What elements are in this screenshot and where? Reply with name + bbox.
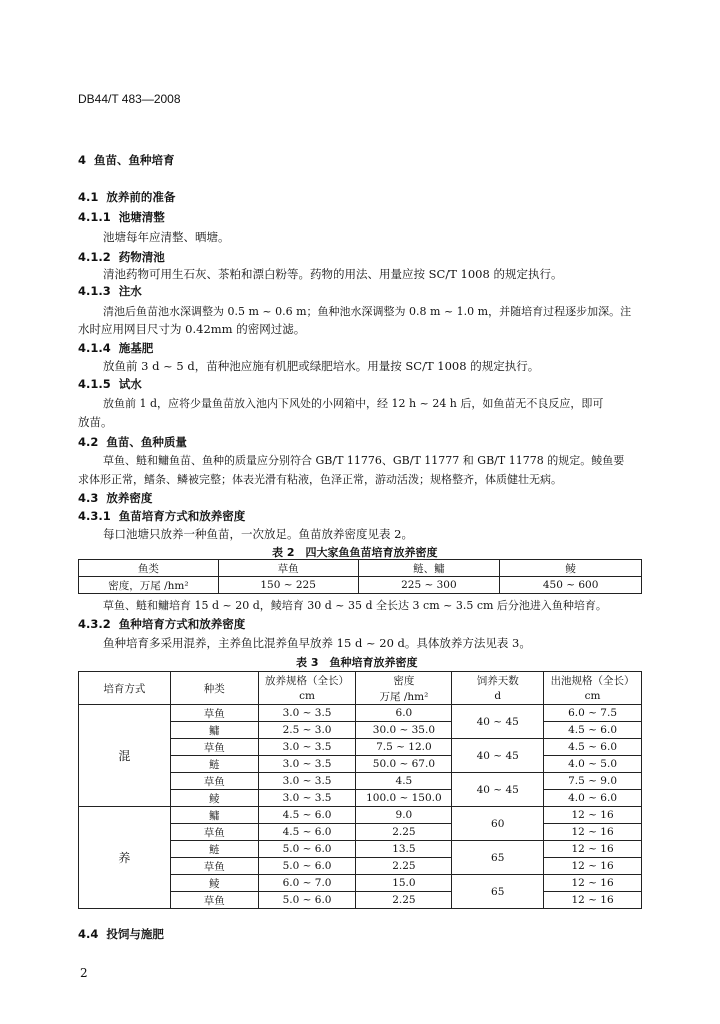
table-3-caption: 表 3 鱼种培育放养密度 [296,656,418,669]
section-number: 4.3.1 [78,509,111,523]
section-number: 4.1.1 [78,210,111,224]
table-2-caption: 表 2 四大家鱼鱼苗培育放养密度 [272,546,438,559]
density-cell: 13.5 [356,841,452,858]
section-title: 鱼苗、鱼种培育 [94,153,175,167]
section-4-1-heading [78,189,175,205]
table-row [79,577,642,594]
table-cell: 鲮 [500,560,642,577]
out-cell: 12 ~ 16 [544,875,642,892]
days-cell: 40 ~ 45 [452,773,544,807]
section-title: 施基肥 [118,341,154,355]
species-cell: 草鱼 [170,705,258,722]
section-title: 试水 [118,377,142,391]
paragraph: 清池药物可用生石灰、茶粕和漂白粉等。药物的用法、用量应按 SC/T 1008 的规定执行。 [103,267,563,281]
spec-cell: 4.5 ~ 6.0 [258,807,356,824]
spec-cell: 5.0 ~ 6.0 [258,892,356,909]
spec-cell: 3.0 ~ 3.5 [258,705,356,722]
section-number: 4.3 [78,491,99,505]
table-cell: 225 ~ 300 [358,577,500,594]
density-cell: 15.0 [356,875,452,892]
spec-cell: 6.0 ~ 7.0 [258,875,356,892]
section-title: 鱼苗、鱼种质量 [106,435,187,449]
header-spec-unit: cm [258,688,356,705]
section-title: 鱼种培育方式和放养密度 [118,617,246,631]
days-cell: 40 ~ 45 [452,739,544,773]
density-cell: 4.5 [356,773,452,790]
header-density-unit: 万尾 /hm² [356,688,452,705]
section-title: 池塘清整 [118,210,165,224]
spec-cell: 2.5 ~ 3.0 [258,722,356,739]
density-cell: 50.0 ~ 67.0 [356,756,452,773]
section-4-1-4-heading [78,340,153,356]
section-number: 4.1.2 [78,250,111,264]
header-out-unit: cm [544,688,642,705]
out-cell: 4.0 ~ 5.0 [544,756,642,773]
out-cell: 4.0 ~ 6.0 [544,790,642,807]
paragraph: 清池后鱼苗池水深调整为 0.5 m ~ 0.6 m；鱼种池水深调整为 0.8 m ~ 1.0 m，并随培育过程逐步加深。注 [103,305,632,318]
table-cell: 草鱼 [218,560,358,577]
species-cell: 草鱼 [170,892,258,909]
out-cell: 12 ~ 16 [544,841,642,858]
paragraph: 池塘每年应清整、晒塘。 [103,230,230,244]
paragraph-continuation: 水时应用网目尺寸为 0.42mm 的密网过滤。 [78,322,306,336]
paragraph: 草鱼、鲢和鳙鱼苗、鱼种的质量应分别符合 GB/T 11776、GB/T 11777 和 GB/T 11778 的规定。鲮鱼要 [103,454,625,467]
header-out: 出池规格（全长） [544,672,642,689]
density-cell: 30.0 ~ 35.0 [356,722,452,739]
days-cell: 65 [452,841,544,875]
species-cell: 鲢 [170,756,258,773]
section-title: 放养密度 [106,491,153,505]
density-cell: 2.25 [356,824,452,841]
section-4-1-5-heading [78,376,142,392]
days-cell: 40 ~ 45 [452,705,544,739]
section-title: 药物清池 [118,250,165,264]
species-cell: 草鱼 [170,824,258,841]
method-cell: 混 [79,705,171,807]
page-number: 2 [80,966,88,980]
density-cell: 6.0 [356,705,452,722]
species-cell: 鳙 [170,807,258,824]
spec-cell: 5.0 ~ 6.0 [258,858,356,875]
spec-cell: 3.0 ~ 3.5 [258,739,356,756]
section-4-1-3-heading [78,283,142,299]
section-title: 投饲与施肥 [106,927,164,941]
section-4-2-heading [78,434,187,450]
density-cell: 2.25 [356,858,452,875]
header-days: 饲养天数 [452,672,544,689]
table-row [79,705,642,722]
out-cell: 12 ~ 16 [544,892,642,909]
days-cell: 65 [452,875,544,909]
section-4-1-1-heading [78,209,165,225]
paragraph: 每口池塘只放养一种鱼苗，一次放足。鱼苗放养密度见表 2。 [103,527,413,541]
species-cell: 鲮 [170,875,258,892]
spec-cell: 3.0 ~ 3.5 [258,790,356,807]
spec-cell: 5.0 ~ 6.0 [258,841,356,858]
doc-id: DB44/T 483—2008 [78,92,181,106]
section-number: 4.1.3 [78,284,111,298]
section-4-heading [78,152,175,168]
spec-cell: 3.0 ~ 3.5 [258,756,356,773]
out-cell: 12 ~ 16 [544,858,642,875]
days-cell: 60 [452,807,544,841]
table-2 [78,559,642,594]
spec-cell: 3.0 ~ 3.5 [258,773,356,790]
section-title: 注水 [118,284,142,298]
paragraph: 鱼种培育多采用混养，主养鱼比混养鱼早放养 15 d ~ 20 d。具体放养方法见表 3。 [103,636,531,650]
section-4-4-heading [78,926,164,942]
section-number: 4 [78,153,87,167]
density-cell: 100.0 ~ 150.0 [356,790,452,807]
table-row [79,807,642,824]
density-cell: 7.5 ~ 12.0 [356,739,452,756]
out-cell: 7.5 ~ 9.0 [544,773,642,790]
section-number: 4.1.4 [78,341,111,355]
species-cell: 鲢 [170,841,258,858]
section-4-3-heading [78,490,152,506]
section-number: 4.2 [78,435,99,449]
spec-cell: 4.5 ~ 6.0 [258,824,356,841]
table-cell: 密度，万尾 /hm² [79,577,219,594]
out-cell: 6.0 ~ 7.5 [544,705,642,722]
table-header-row [79,672,642,689]
table-cell: 鱼类 [79,560,219,577]
table-row [79,560,642,577]
header-days-unit: d [452,688,544,705]
species-cell: 草鱼 [170,858,258,875]
paragraph: 放鱼前 1 d，应将少量鱼苗放入池内下风处的小网箱中，经 12 h ~ 24 h 后，如鱼苗无不良反应，即可 [103,397,604,410]
out-cell: 4.5 ~ 6.0 [544,739,642,756]
density-cell: 9.0 [356,807,452,824]
section-4-3-1-heading [78,508,245,524]
species-cell: 鳙 [170,722,258,739]
paragraph-continuation: 放苗。 [78,415,113,429]
section-number: 4.1 [78,190,99,204]
header-method: 培育方式 [79,672,171,705]
header-species: 种类 [170,672,258,705]
table-cell: 鲢、鳙 [358,560,500,577]
method-cell: 养 [79,807,171,909]
paragraph: 草鱼、鲢和鳙培育 15 d ~ 20 d，鲮培育 30 d ~ 35 d 全长达 3 cm ~ 3.5 cm 后分池进入鱼种培育。 [103,599,607,612]
paragraph-continuation: 求体形正常，鳍条、鳞被完整；体表光滑有粘液，色泽正常，游动活泼；规格整齐，体质健壮无病。 [78,473,562,486]
header-density: 密度 [356,672,452,689]
header-spec: 放养规格（全长） [258,672,356,689]
section-4-3-2-heading [78,616,245,632]
table-cell: 450 ~ 600 [500,577,642,594]
section-number: 4.4 [78,927,99,941]
species-cell: 鲮 [170,790,258,807]
section-title: 放养前的准备 [106,190,176,204]
table-cell: 150 ~ 225 [218,577,358,594]
density-cell: 2.25 [356,892,452,909]
section-title: 鱼苗培育方式和放养密度 [118,509,246,523]
paragraph: 放鱼前 3 d ~ 5 d，苗种池应施有机肥或绿肥培水。用量按 SC/T 1008 的规定执行。 [103,359,540,373]
out-cell: 12 ~ 16 [544,824,642,841]
table-3 [78,671,642,909]
species-cell: 草鱼 [170,773,258,790]
species-cell: 草鱼 [170,739,258,756]
out-cell: 4.5 ~ 6.0 [544,722,642,739]
section-number: 4.1.5 [78,377,111,391]
section-number: 4.3.2 [78,617,111,631]
out-cell: 12 ~ 16 [544,807,642,824]
section-4-1-2-heading [78,249,165,265]
